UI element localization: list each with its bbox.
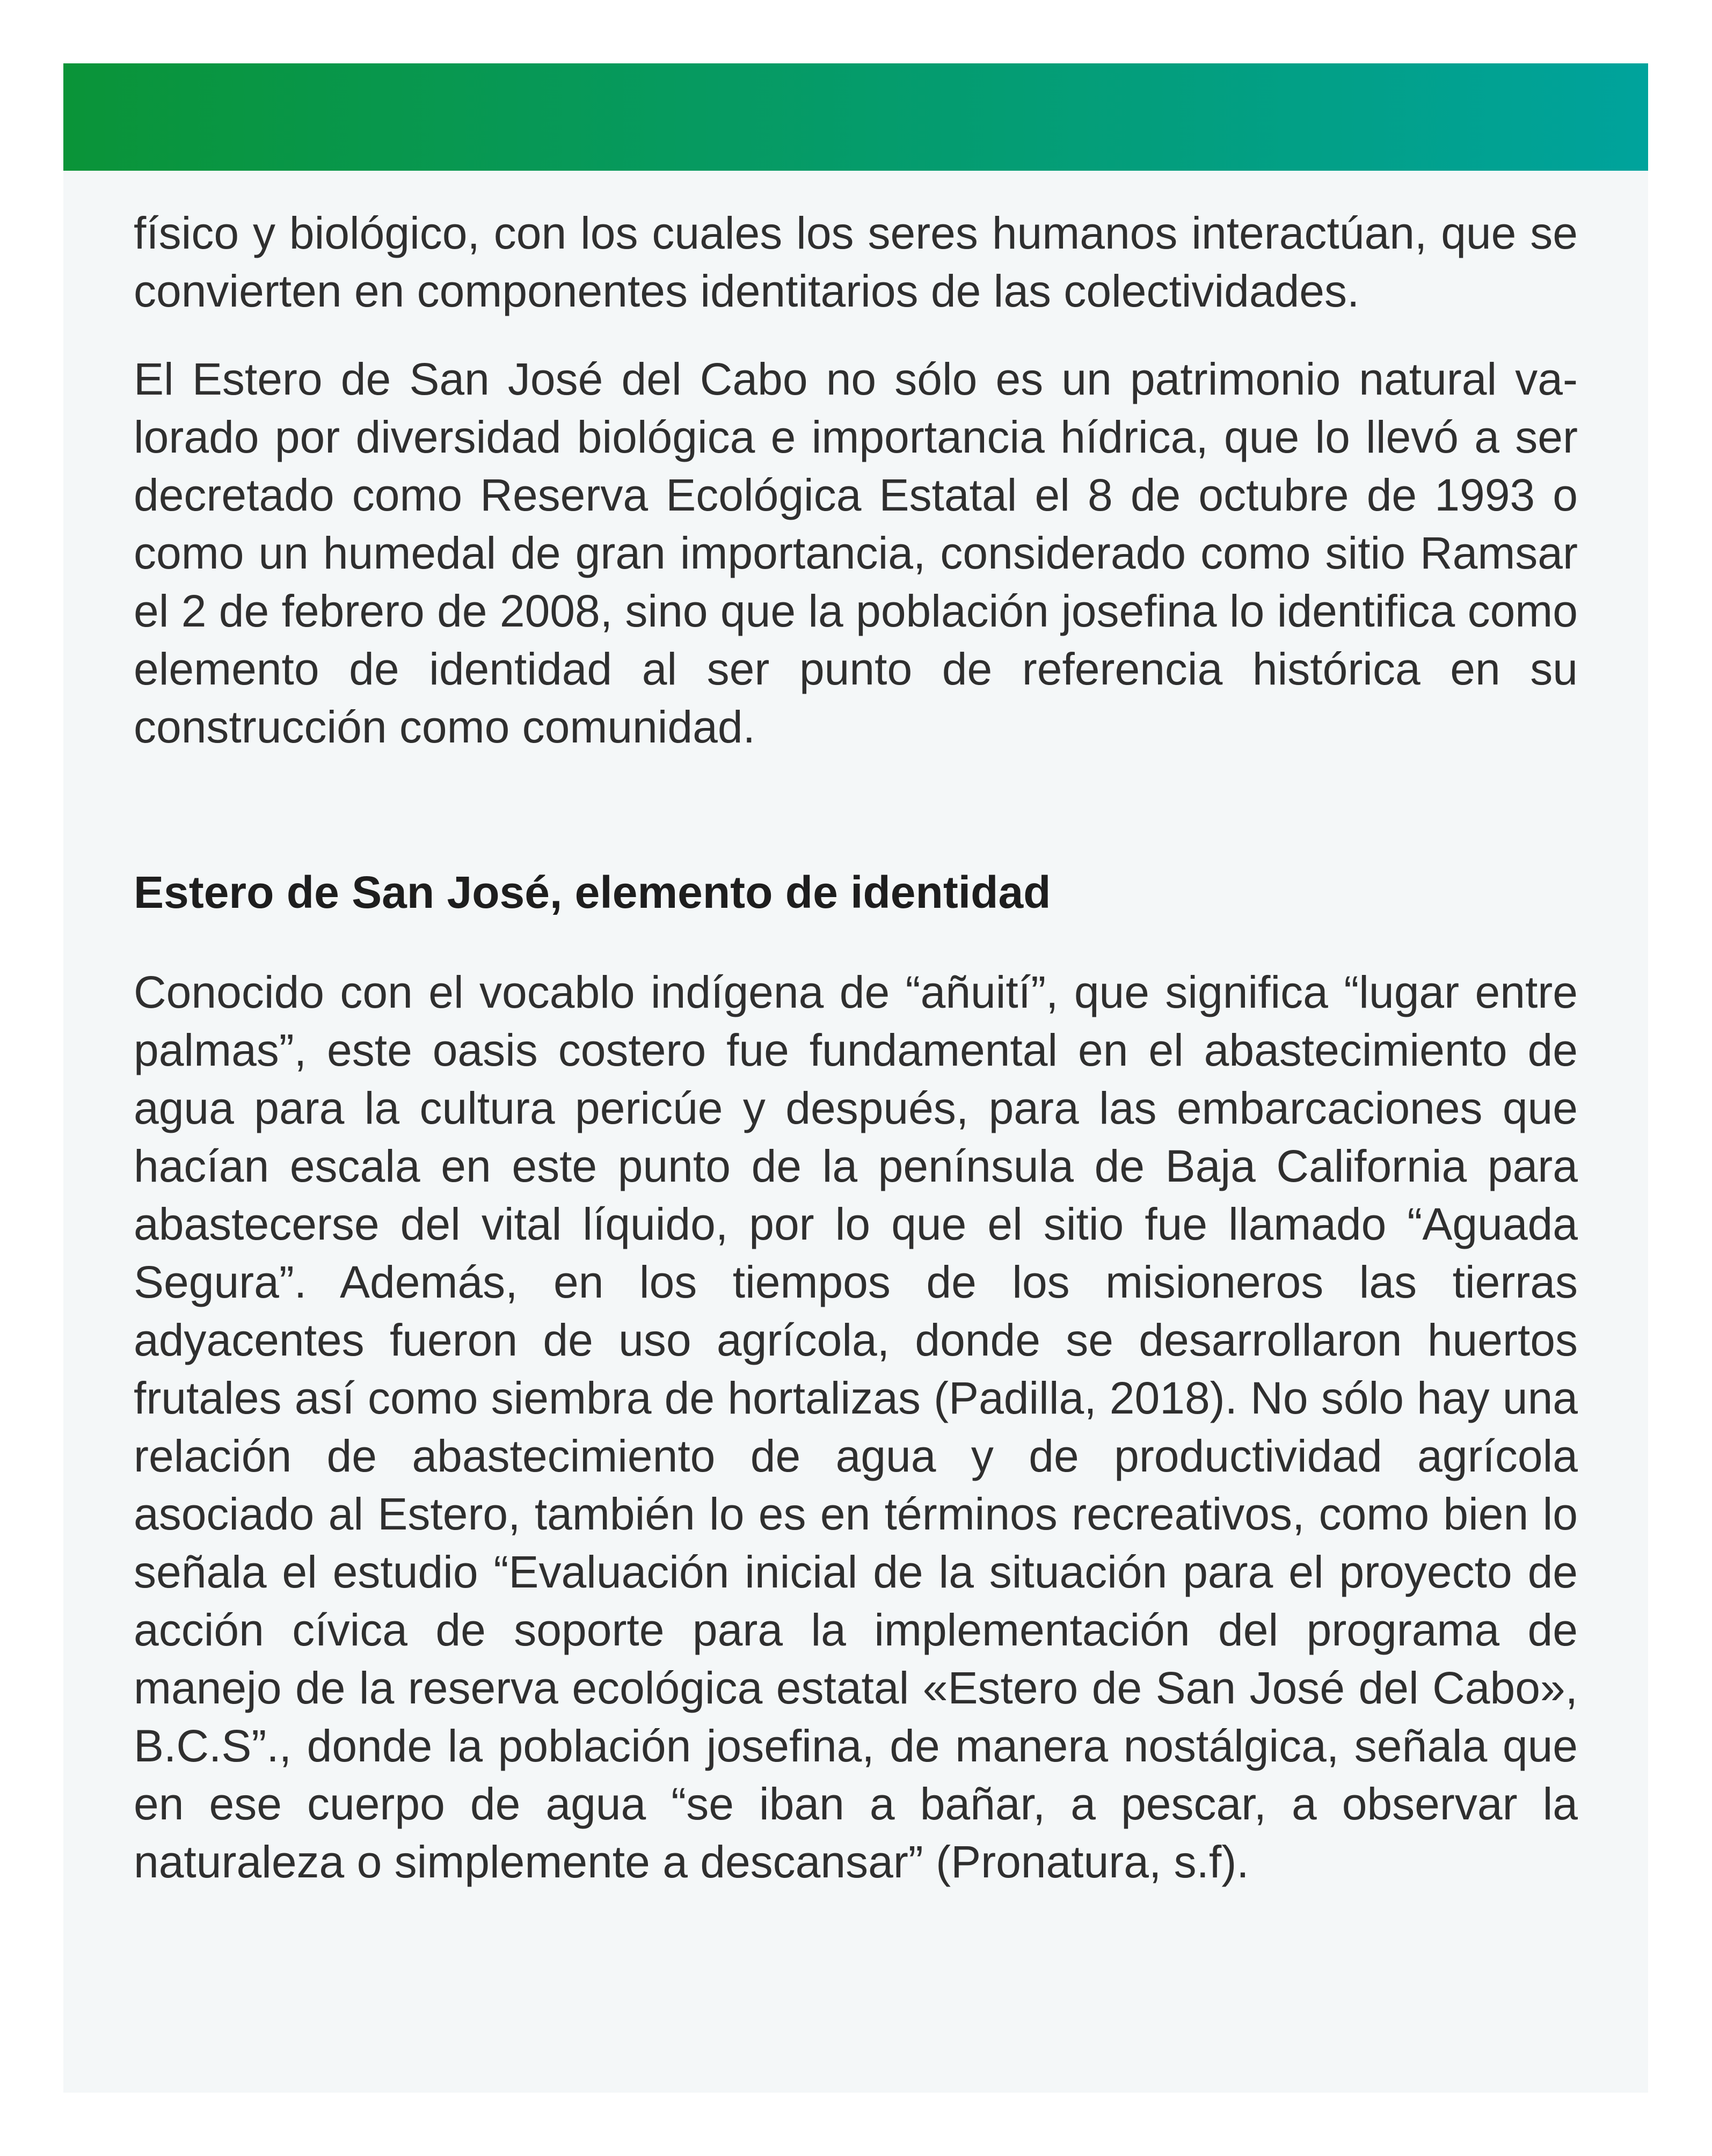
page — [63, 63, 1648, 2093]
header-band — [63, 63, 1648, 171]
text-body — [134, 204, 1578, 1891]
section-heading: Estero de San José, elemento de identidad — [134, 867, 1051, 917]
paragraph-intro-continuation: físico y biológico, con los cuales los seres humanos interactúan, que se convierten en componentes identitarios de las colectividades. — [134, 208, 1578, 316]
paragraph-anuiti: Conocido con el vocablo indígena de “añuití”, que significa “lugar entre palmas”, este oasis costero fue fundamental en el abastecimiento de agua para la cultura pericúe y después, para las embarcaciones que hacían escala en este punto de la península de Baja California para abastecerse del vital líquido, por lo que el sitio fue llamado “Aguada Segura”. Además, en los tiempos de los misioneros las tierras adyacentes fueron de uso agrícola, donde se desarrollaron huertos frutales así como siembra de hortalizas (Padilla, 2018). No sólo hay una relación de abastecimiento de agua y de productividad agrícola asociado al Estero, también lo es en términos recreativos, como bien lo señala el estudio “Evaluación inicial de la situación para el proyecto de acción cívica de soporte para la implementación del programa de manejo de la reserva ecológica estatal «Estero de San José del Cabo», B.C.S”., donde la población josefina, de manera nostálgica, señala que en ese cuerpo de agua “se iban a bañar, a pescar, a observar la naturaleza o simplemente a descansar” (Pronatura, s.f). — [134, 967, 1578, 1887]
paragraph-estero-patrimonio: El Estero de San José del Cabo no sólo es un patrimonio natural valorado por diversidad biológica e importancia hídrica, que lo llevó a ser decretado como Reserva Ecológica Estatal el 8 de octubre de 1993 o como un humedal de gran importancia, considerado como sitio Ramsar el 2 de febrero de 2008, sino que la población josefina lo identifica como elemento de identidad al ser punto de referencia histórica en su construcción como comunidad. — [134, 354, 1578, 752]
